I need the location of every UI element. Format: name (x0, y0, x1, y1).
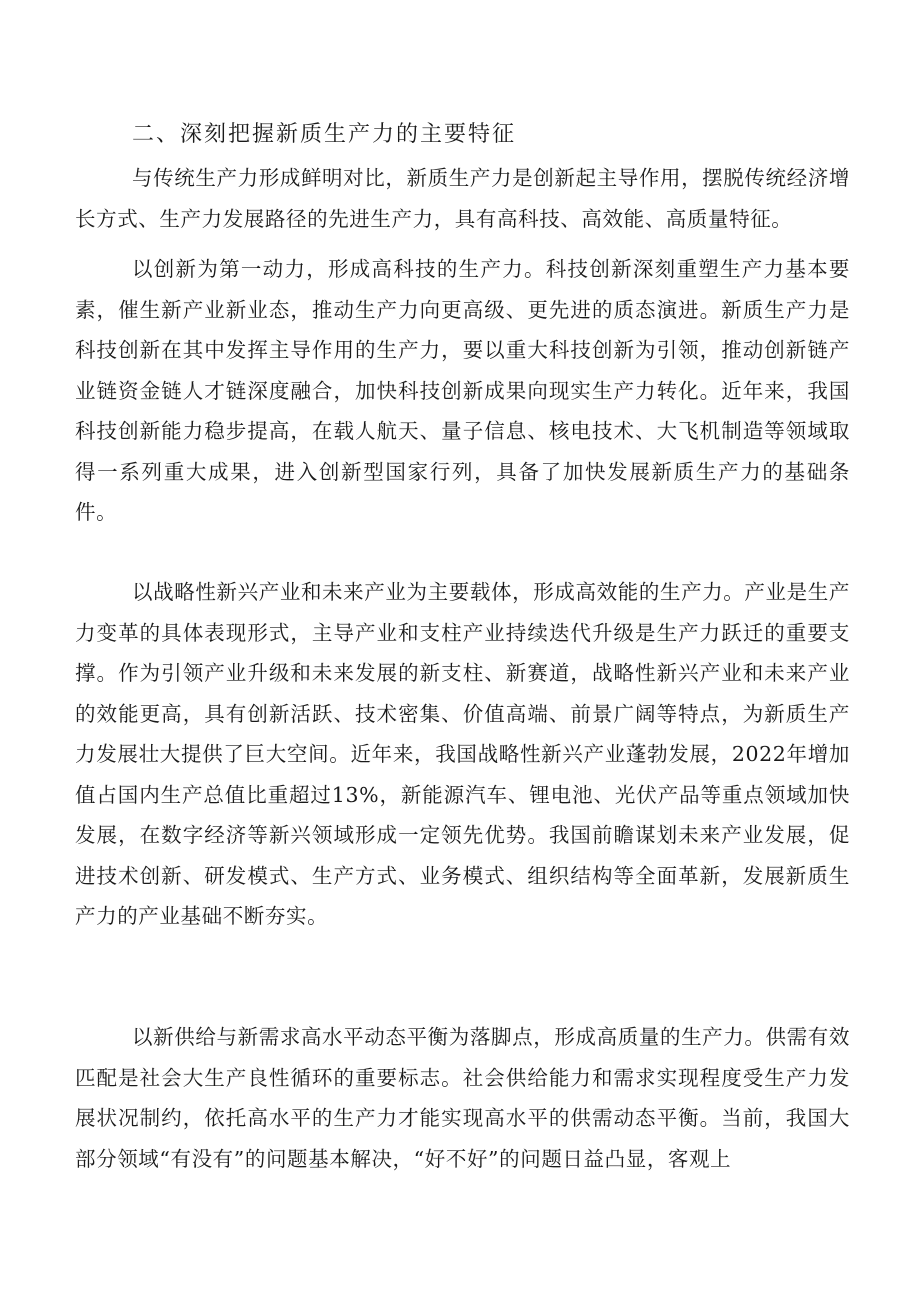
paragraph-high-quality: 以新供给与新需求高水平动态平衡为落脚点，形成高质量的生产力。供需有效匹配是社会大生产良性循环的重要标志。社会供给能力和需求实现程度受生产力发展状况制约，依托高水平的生产力才能实现高水平的供需动态平衡。当前，我国大部分领域“有没有”的问题基本解决，“好不好”的问题日益凸显，客观上 (75, 1025, 850, 1171)
section-heading: 二、深刻把握新质生产力的主要特征 (132, 122, 517, 147)
paragraph-high-tech: 以创新为第一动力，形成高科技的生产力。科技创新深刻重塑生产力基本要素，催生新产业新业态，推动生产力向更高级、更先进的质态演进。新质生产力是科技创新在其中发挥主导作用的生产力，要以重大科技创新为引领，推动创新链产业链资金链人才链深度融合，加快科技创新成果向现实生产力转化。近年来，我国科技创新能力稳步提高，在载人航天、量子信息、核电技术、大飞机制造等领域取得一系列重大成果，进入创新型国家行列，具备了加快发展新质生产力的基础条件。 (75, 257, 850, 524)
paragraph-high-efficiency: 以战略性新兴产业和未来产业为主要载体，形成高效能的生产力。产业是生产力变革的具体表现形式，主导产业和支柱产业持续迭代升级是生产力跃迁的重要支撑。作为引领产业升级和未来发展的新支柱、新赛道，战略性新兴产业和未来产业的效能更高，具有创新活跃、技术密集、价值高端、前景广阔等特点，为新质生产力发展壮大提供了巨大空间。近年来，我国战略性新兴产业蓬勃发展，2022年增加值占国内生产总值比重超过13%，新能源汽车、锂电池、光伏产品等重点领域加快发展，在数字经济等新兴领域形成一定领先优势。我国前瞻谋划未来产业发展，促进技术创新、研发模式、生产方式、业务模式、组织结构等全面革新，发展新质生产力的产业基础不断夯实。 (75, 580, 850, 928)
paragraph-intro: 与传统生产力形成鲜明对比，新质生产力是创新起主导作用，摆脱传统经济增长方式、生产力发展路径的先进生产力，具有高科技、高效能、高质量特征。 (75, 166, 850, 231)
